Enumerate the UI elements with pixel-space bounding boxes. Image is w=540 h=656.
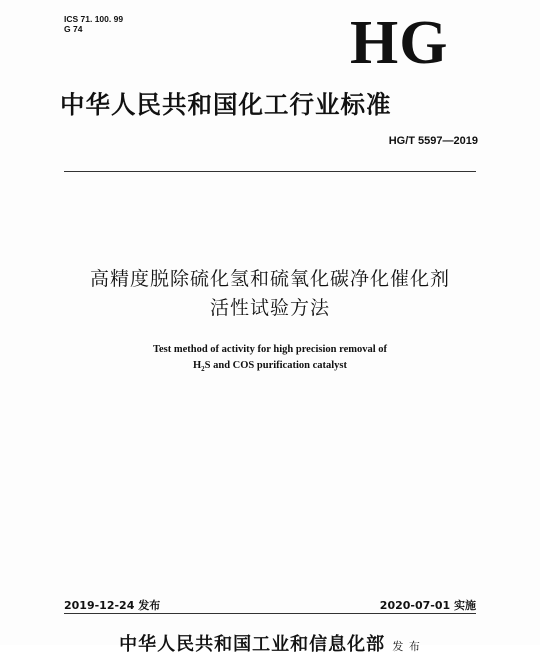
top-divider	[64, 171, 476, 172]
publisher-line	[0, 630, 540, 656]
publisher-suffix: 发 布	[392, 640, 421, 653]
hg-logo: HG	[350, 9, 449, 77]
bottom-divider	[64, 613, 476, 614]
issue-date: 2019-12-24 发布	[64, 599, 161, 612]
english-title-subscript: 2	[201, 365, 205, 374]
category-code: G 74	[64, 24, 83, 34]
english-title-h: H	[192, 360, 202, 371]
english-title-line-1: Test method of activity for high precision removal of	[152, 344, 388, 355]
standard-code: HG/T 5597—2019	[388, 135, 478, 147]
publisher-name: 中华人民共和国工业和信息化部	[119, 634, 386, 655]
english-title-rest: S and COS purification catalyst	[204, 360, 348, 371]
chinese-title-line-1: 高精度脱除硫化氢和硫氧化碳净化催化剂	[89, 268, 450, 290]
implementation-date: 2020-07-01 实施	[379, 599, 476, 612]
standard-type-title: 中华人民共和国化工行业标准	[60, 90, 392, 119]
ics-code: ICS 71. 100. 99	[64, 14, 124, 24]
chinese-title-line-2: 活性试验方法	[209, 297, 330, 319]
classification-codes	[64, 14, 123, 34]
english-title-line-2	[0, 360, 540, 373]
